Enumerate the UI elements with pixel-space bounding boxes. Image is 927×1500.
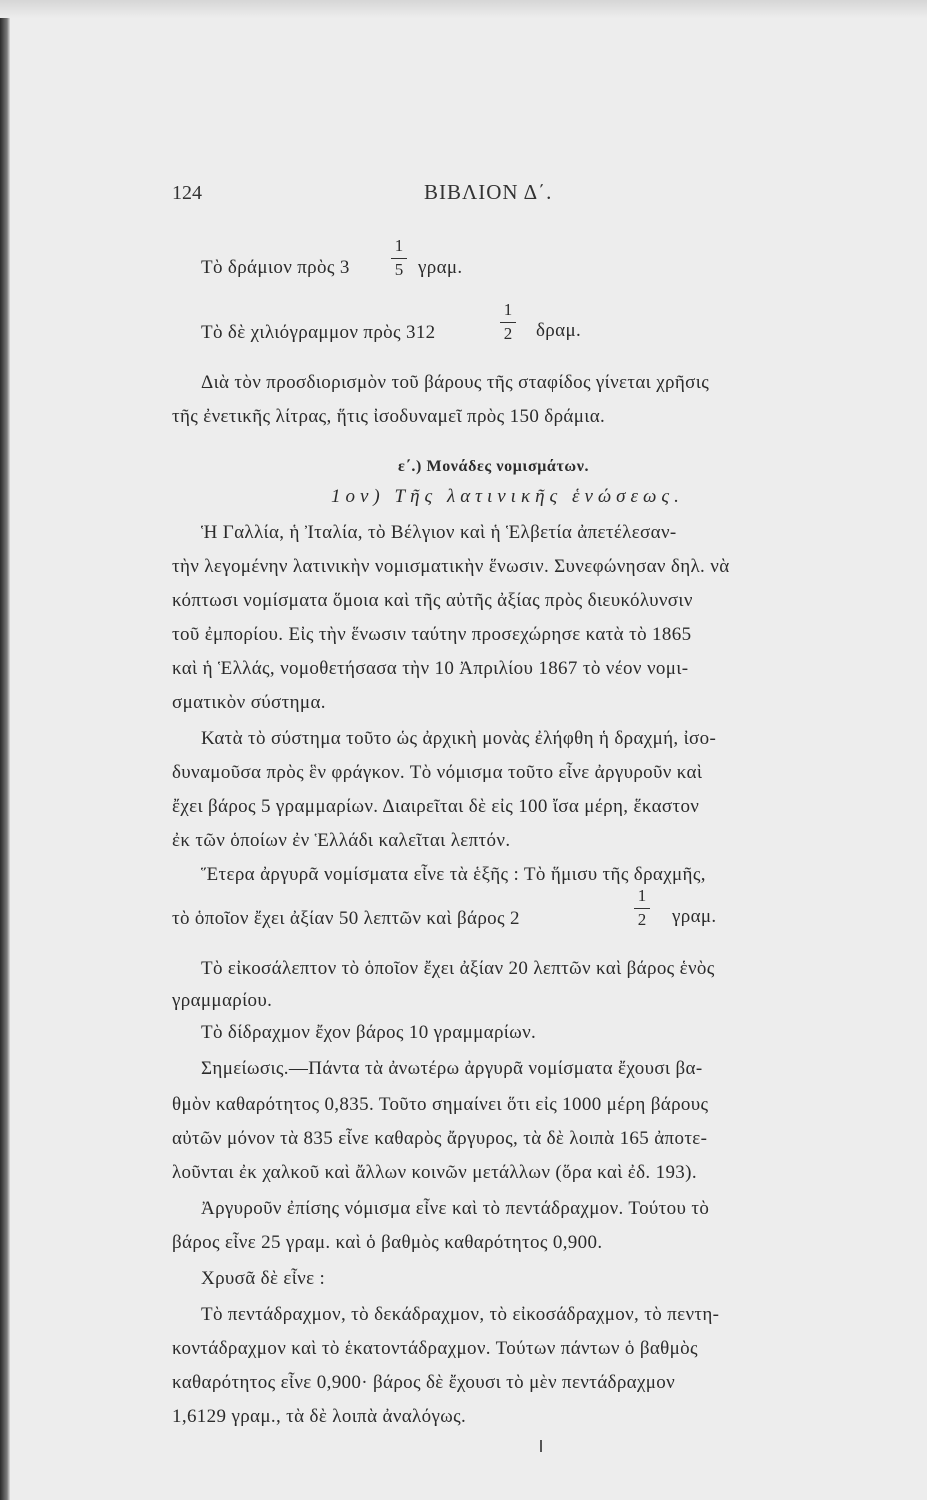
fraction-denominator: 2 [637, 910, 647, 929]
paragraph-line: γραμμαρίου. [172, 990, 273, 1011]
gram-unit: γραμ. [418, 257, 463, 278]
subheading: 1ον) Τῆς λατινικῆς ἑνώσεως. [331, 486, 684, 507]
kilogram-text: Τὸ δὲ χιλιόγραμμον πρὸς 312 [201, 322, 436, 343]
paragraph-line: Τὸ πεντάδραχμον, τὸ δεκάδραχμον, τὸ εἰκοσάδραχμον, τὸ πεντη- [201, 1304, 720, 1325]
paragraph-line: λοῦνται ἐκ χαλκοῦ καὶ ἄλλων κοινῶν μετάλλων (ὅρα καὶ ἐδ. 193). [172, 1162, 697, 1183]
paragraph-line: Κατὰ τὸ σύστημα τοῦτο ὡς ἀρχικὴ μονὰς ἐλήφθη ἡ δραχμή, ἰσο- [201, 728, 717, 749]
section-heading: ε΄.) Μονάδες νομισμάτων. [398, 458, 590, 475]
paragraph-line: Ἀργυροῦν ἐπίσης νόμισμα εἶνε καὶ τὸ πεντάδραχμον. Τούτου τὸ [201, 1198, 710, 1219]
paragraph-line: κόπτωσι νομίσματα ὅμοια καὶ τῆς αὐτῆς ἀξίας πρὸς διευκόλυνσιν [172, 590, 693, 611]
fraction-numerator: 1 [637, 886, 647, 905]
fraction-bar [391, 258, 407, 259]
paragraph-line: Ἕτερα ἀργυρᾶ νομίσματα εἶνε τὰ ἑξῆς : Τὸ ἥμισυ τῆς δραχμῆς, [201, 864, 706, 885]
paragraph-line: θμὸν καθαρότητος 0,835. Τοῦτο σημαίνει ὅτι εἰς 1000 μέρη βάρους [172, 1094, 709, 1115]
paragraph-line: τῆς ἐνετικῆς λίτρας, ἥτις ἰσοδυναμεῖ πρὸς 150 δράμια. [172, 406, 606, 427]
page-number: 124 [172, 182, 202, 204]
paragraph-line: βάρος εἶνε 25 γραμ. καὶ ὁ βαθμὸς καθαρότητος 0,900. [172, 1232, 603, 1253]
paragraph-line: τοῦ ἐμπορίου. Εἰς τὴν ἕνωσιν ταύτην προσεχώρησε κατὰ τὸ 1865 [172, 624, 692, 645]
paragraph-line: καθαρότητος εἶνε 0,900· βάρος δὲ ἔχουσι τὸ μὲν πεντάδραχμον [172, 1372, 676, 1393]
fraction-denominator: 2 [503, 324, 513, 343]
paragraph-line: τὸ ὁποῖον ἔχει ἀξίαν 50 λεπτῶν καὶ βάρος 2 [172, 908, 520, 929]
dram-unit: δραμ. [536, 320, 582, 341]
paragraph-line: Σημείωσις.—Πάντα τὰ ἀνωτέρω ἀργυρᾶ νομίσματα ἔχουσι βα- [201, 1058, 703, 1079]
paragraph-line: Χρυσᾶ δὲ εἶνε : [201, 1268, 326, 1289]
paragraph-line: Τὸ δίδραχμον ἔχον βάρος 10 γραμμαρίων. [201, 1022, 537, 1043]
paragraph-line: 1,6129 γραμ., τὰ δὲ λοιπὰ ἀναλόγως. [172, 1406, 467, 1427]
paragraph-line: αὐτῶν μόνον τὰ 835 εἶνε καθαρὸς ἄργυρος, τὰ δὲ λοιπὰ 165 ἀποτε- [172, 1128, 708, 1149]
paragraph-line: Διὰ τὸν προσδιορισμὸν τοῦ βάρους τῆς σταφίδος γίνεται χρῆσις [201, 372, 710, 393]
paragraph-line: κοντάδραχμον καὶ τὸ ἑκατοντάδραχμον. Τούτων πάντων ὁ βαθμὸς [172, 1338, 698, 1359]
drachm-weight-line [201, 257, 350, 279]
fraction-denominator: 5 [394, 260, 404, 279]
paragraph-line: σματικὸν σύστημα. [172, 692, 326, 713]
paragraph-line: ἐκ τῶν ὁποίων ἐν Ἑλλάδι καλεῖται λεπτόν. [172, 830, 511, 851]
paragraph-line: Τὸ εἰκοσάλεπτον τὸ ὁποῖον ἔχει ἀξίαν 20 λεπτῶν καὶ βάρος ἑνὸς [201, 958, 715, 979]
fraction-numerator: 1 [394, 236, 404, 255]
fraction-bar [500, 322, 516, 323]
paragraph-line: δυναμοῦσα πρὸς ἓν φράγκον. Τὸ νόμισμα τοῦτο εἶνε ἀργυροῦν καὶ [172, 762, 703, 783]
paragraph-line: καὶ ἡ Ἑλλάς, νομοθετήσασα τὴν 10 Ἀπριλίου 1867 τὸ νέον νομι- [172, 658, 689, 679]
fraction-bar [634, 908, 650, 909]
paragraph-line: ἔχει βάρος 5 γραμμαρίων. Διαιρεῖται δὲ εἰς 100 ἴσα μέρη, ἕκαστον [172, 796, 700, 817]
running-title: ΒΙΒΛΙΟΝ Δ΄. [424, 180, 553, 204]
paragraph-line: Ἡ Γαλλία, ἡ Ἰταλία, τὸ Βέλγιον καὶ ἡ Ἑλβετία ἀπετέλεσαν- [201, 522, 677, 543]
drachm-weight-text: Τὸ δράμιον πρὸς 3 [201, 257, 350, 278]
ink-mark [540, 1440, 542, 1452]
gram-unit: γραμ. [672, 906, 717, 927]
fraction-numerator: 1 [503, 300, 513, 319]
kilogram-line [201, 322, 436, 344]
paragraph-line: τὴν λεγομένην λατινικὴν νομισματικὴν ἕνωσιν. Συνεφώνησαν δηλ. νὰ [172, 556, 730, 577]
